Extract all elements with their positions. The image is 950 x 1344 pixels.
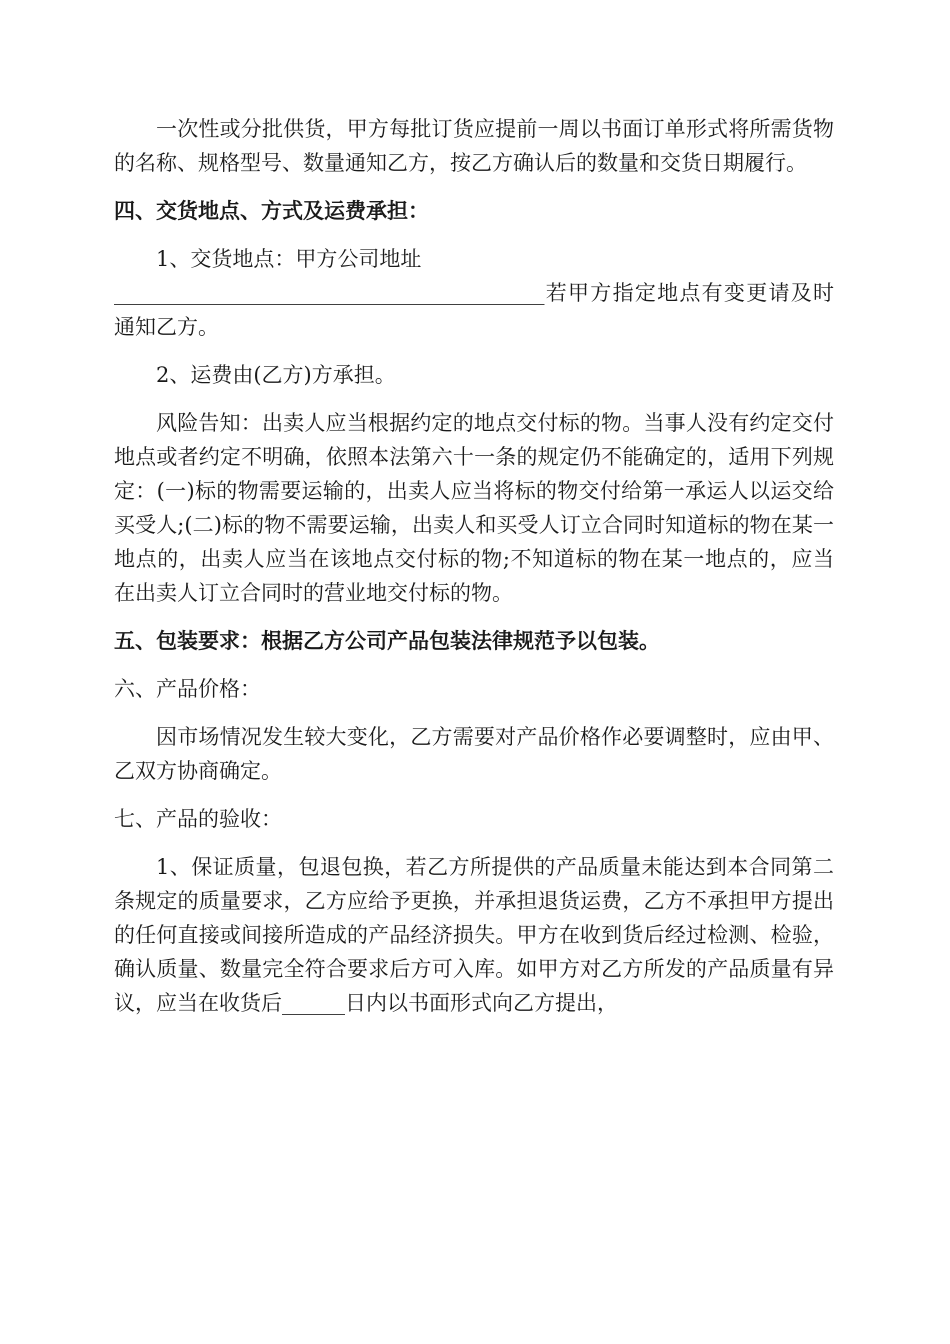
heading-packaging: 五、包装要求：根据乙方公司产品包装法律规范予以包装。 <box>114 628 660 653</box>
heading-acceptance: 七、产品的验收： <box>114 807 282 831</box>
paragraph-quality-guarantee: 1、保证质量，包退包换，若乙方所提供的产品质量未能达到本合同第二条规定的质量要求，乙方应给予更换，并承担退货运费，乙方不承担甲方提出的任何直接或间接所造成的产品经济损失。甲方在收到货后经过检测、检验，确认质量、数量完全符合要求后方可入库。如甲方对乙方所发的产品质量有异议，应当在收货后______日内以书面形式向乙方提出， <box>114 855 834 1015</box>
paragraph-price: 因市场情况发生较大变化，乙方需要对产品价格作必要调整时，应由甲、乙双方协商确定。 <box>114 725 834 783</box>
paragraph-supply-terms: 一次性或分批供货，甲方每批订货应提前一周以书面订单形式将所需货物的名称、规格型号、数量通知乙方，按乙方确认后的数量和交货日期履行。 <box>114 117 834 175</box>
paragraph-delivery-location: 1、交货地点：甲方公司地址 <box>156 247 422 271</box>
heading-price: 六、产品价格： <box>114 677 261 701</box>
document-page <box>114 112 834 1020</box>
paragraph-delivery-location-cont: _________________________________________若甲方指定地点有变更请及时通知乙方。 <box>114 281 834 339</box>
heading-delivery: 四、交货地点、方式及运费承担： <box>114 198 429 223</box>
paragraph-risk-notice: 风险告知：出卖人应当根据约定的地点交付标的物。当事人没有约定交付地点或者约定不明确，依照本法第六十一条的规定仍不能确定的，适用下列规定：(一)标的物需要运输的，出卖人应当将标的物交付给第一承运人以运交给买受人;(二)标的物不需要运输，出卖人和买受人订立合同时知道标的物在某一地点的，出卖人应当在该地点交付标的物;不知道标的物在某一地点的，应当在出卖人订立合同时的营业地交付标的物。 <box>114 411 834 605</box>
paragraph-freight: 2、运费由(乙方)方承担。 <box>156 363 396 387</box>
